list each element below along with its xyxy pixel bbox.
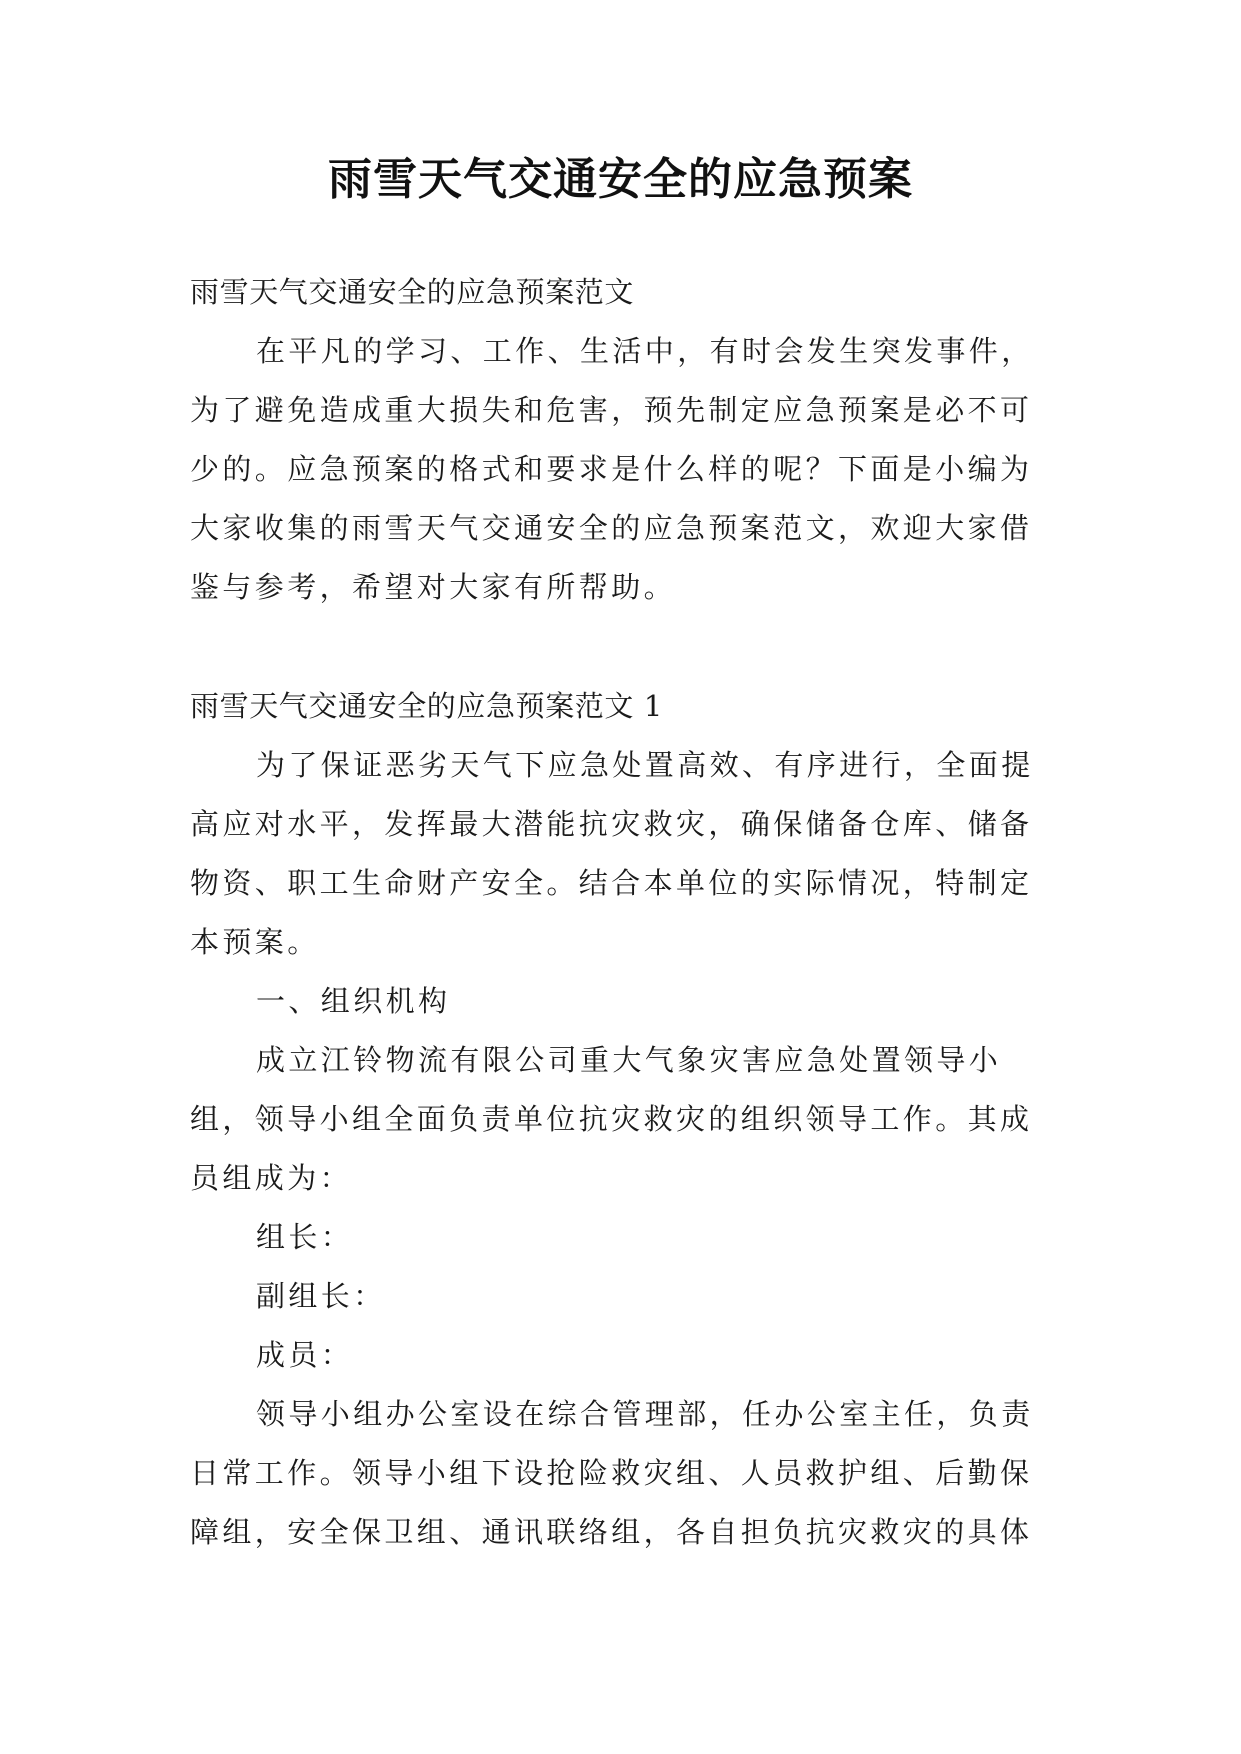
paragraph-line: 领导小组办公室设在综合管理部，任办公室主任，负责 — [256, 1397, 1034, 1431]
members-label: 成员： — [256, 1338, 354, 1372]
paragraph-line: 员组成为： — [190, 1161, 353, 1195]
paragraph-line: 为了保证恶劣天气下应急处置高效、有序进行，全面提 — [256, 748, 1034, 782]
paragraph-line: 鉴与参考，希望对大家有所帮助。 — [190, 570, 677, 604]
paragraph-line: 日常工作。领导小组下设抢险救灾组、人员救护组、后勤保 — [190, 1456, 1033, 1490]
paragraph-line: 在平凡的学习、工作、生活中，有时会发生突发事件， — [256, 334, 1034, 368]
paragraph-line: 物资、职工生命财产安全。结合本单位的实际情况，特制定 — [190, 866, 1033, 900]
document-subtitle: 雨雪天气交通安全的应急预案范文 — [190, 275, 635, 309]
office-paragraph — [190, 1385, 1070, 1562]
paragraph-line: 组，领导小组全面负责单位抗灾救灾的组织领导工作。其成 — [190, 1102, 1033, 1136]
paragraph-line: 为了避免造成重大损失和危害，预先制定应急预案是必不可 — [190, 393, 1033, 427]
document-title: 雨雪天气交通安全的应急预案 — [328, 154, 913, 205]
purpose-paragraph — [190, 736, 1070, 972]
paragraph-line: 少的。应急预案的格式和要求是什么样的呢？下面是小编为 — [190, 452, 1033, 486]
organization-heading: 一、组织机构 — [256, 984, 451, 1018]
paragraph-line: 障组，安全保卫组、通讯联络组，各自担负抗灾救灾的具体 — [190, 1515, 1033, 1549]
document-body — [190, 263, 1070, 1562]
paragraph-line: 大家收集的雨雪天气交通安全的应急预案范文，欢迎大家借 — [190, 511, 1033, 545]
section-heading: 雨雪天气交通安全的应急预案范文 1 — [190, 689, 663, 723]
section-spacer — [190, 617, 1070, 677]
paragraph-line: 高应对水平，发挥最大潜能抗灾救灾，确保储备仓库、储备 — [190, 807, 1033, 841]
organization-paragraph — [190, 1031, 1070, 1208]
paragraph-line: 成立江铃物流有限公司重大气象灾害应急处置领导小 — [256, 1043, 1002, 1077]
paragraph-line: 本预案。 — [190, 925, 320, 959]
leader-label: 组长： — [256, 1220, 354, 1254]
intro-paragraph — [190, 322, 1070, 617]
deputy-leader-label: 副组长： — [256, 1279, 386, 1313]
